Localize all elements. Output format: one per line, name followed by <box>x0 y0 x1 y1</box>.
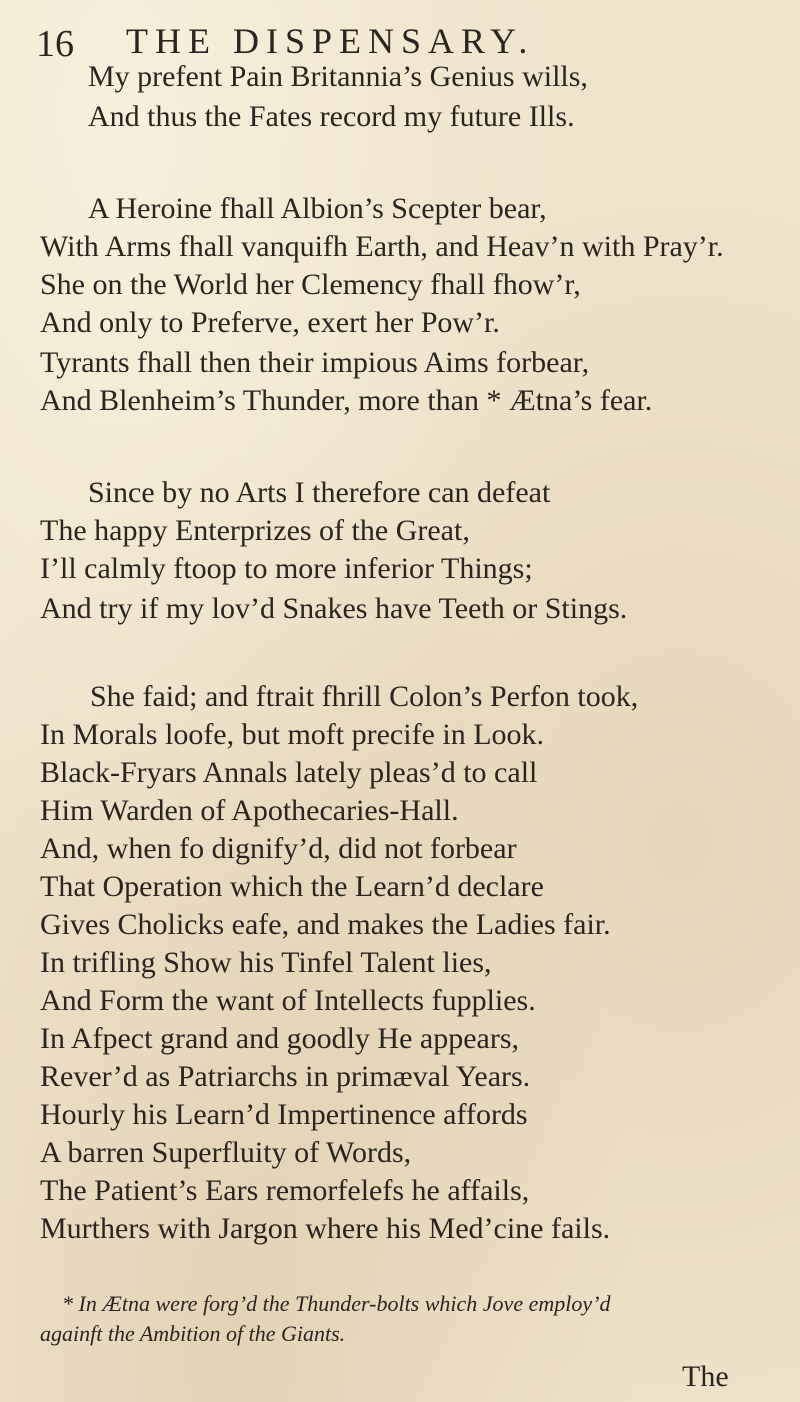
verse-line: The happy Enterprizes of the Great, <box>40 514 470 547</box>
verse-line: And Form the want of Intellects fupplies. <box>40 984 536 1017</box>
verse-line: Rever’d as Patriarchs in primæval Years. <box>40 1060 531 1093</box>
page-number: 16 <box>36 23 74 65</box>
verse-line: And thus the Fates record my future Ills. <box>88 100 575 133</box>
verse-line: A Heroine fhall Albion’s Scepter bear, <box>88 192 547 225</box>
catchword: The <box>682 1360 729 1393</box>
verse-line: And try if my lov’d Snakes have Teeth or Stings. <box>40 592 628 625</box>
verse-line: I’ll calmly ftoop to more inferior Things; <box>40 552 533 585</box>
verse-line: A barren Superfluity of Words, <box>40 1136 412 1169</box>
verse-line: Black-Fryars Annals lately pleas’d to call <box>40 756 538 789</box>
verse-line: In Morals loofe, but moft precife in Look. <box>40 718 545 751</box>
verse-line: Him Warden of Apothecaries-Hall. <box>40 794 459 827</box>
verse-line: With Arms fhall vanquifh Earth, and Heav’n with Pray’r. <box>40 230 724 263</box>
verse-line: In Afpect grand and goodly He appears, <box>40 1022 520 1055</box>
verse-line: Gives Cholicks eafe, and makes the Ladies fair. <box>40 908 611 941</box>
verse-line: She on the World her Clemency fhall fhow’r, <box>40 268 581 301</box>
verse-line: And, when fo dignify’d, did not forbear <box>40 832 517 865</box>
footnote-line: * In Ætna were forg’d the Thunder-bolts which Jove employ’d <box>62 1291 611 1316</box>
footnote-line: againft the Ambition of the Giants. <box>40 1321 346 1346</box>
verse-line: My prefent Pain Britannia’s Genius wills, <box>88 60 588 93</box>
verse-line: Since by no Arts I therefore can defeat <box>88 476 551 509</box>
verse-line: Tyrants fhall then their impious Aims forbear, <box>40 346 590 379</box>
verse-line: Murthers with Jargon where his Med’cine fails. <box>40 1212 611 1245</box>
verse-line: And only to Preferve, exert her Pow’r. <box>40 306 500 339</box>
verse-line: The Patient’s Ears remorfelefs he affails, <box>40 1174 530 1207</box>
verse-line: And Blenheim’s Thunder, more than * Ætna’s fear. <box>40 384 653 417</box>
verse-line: Hourly his Learn’d Impertinence affords <box>40 1098 528 1131</box>
running-title: THE DISPENSARY. <box>126 21 535 61</box>
verse-line: She faid; and ftrait fhrill Colon’s Perfon took, <box>90 680 639 713</box>
verse-line: That Operation which the Learn’d declare <box>40 870 544 903</box>
verse-line: In trifling Show his Tinfel Talent lies, <box>40 946 492 979</box>
